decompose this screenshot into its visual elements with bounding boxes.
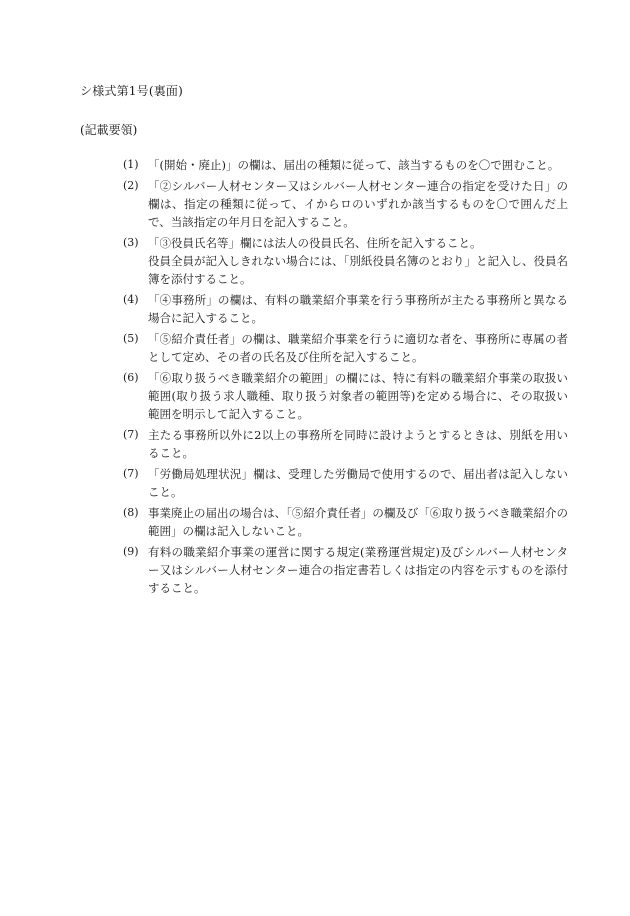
section-title: (記載要領) (80, 123, 138, 137)
list-item (123, 177, 568, 231)
item-number: (4) (123, 293, 139, 306)
item-number: (7) (123, 467, 139, 480)
item-number: (9) (123, 545, 139, 558)
item-text: 「労働局処理状況」欄は、受理した労働局で使用するので、届出者は記入しないこと。 (148, 467, 568, 499)
item-subtext: 役員全員が記入しきれない場合には、「別紙役員名簿のとおり」と記入し、役員名簿を添付すること。 (148, 254, 568, 286)
list-item (123, 465, 568, 501)
item-number: (6) (123, 371, 139, 384)
item-number: (2) (123, 179, 139, 192)
item-text: 有料の職業紹介事業の運営に関する規定(業務運営規定)及びシルバー人材センター又はシルバー人材センター連合の指定書若しくは指定の内容を示すものを添付すること。 (148, 545, 568, 595)
list-item (123, 234, 568, 288)
instruction-list (123, 156, 568, 600)
item-text: 事業廃止の届出の場合は、「⑤紹介責任者」の欄及び「⑥取り扱うべき職業紹介の範囲」の欄は記入しないこと。 (148, 506, 568, 538)
list-item (123, 330, 568, 366)
list-item (123, 504, 568, 540)
item-number: (5) (123, 332, 139, 345)
list-item (123, 156, 568, 174)
list-item (123, 369, 568, 423)
list-item (123, 291, 568, 327)
item-text: 「⑤紹介責任者」の欄は、職業紹介事業を行うに適切な者を、事務所に専属の者として定め、その者の氏名及び住所を記入すること。 (148, 332, 568, 364)
list-item (123, 543, 568, 597)
item-text: 「④事務所」の欄は、有料の職業紹介事業を行う事務所が主たる事務所と異なる場合に記入すること。 (148, 293, 568, 325)
item-text: 「(開始・廃止)」の欄は、届出の種類に従って、該当するものを〇で囲むこと。 (148, 158, 560, 172)
item-number: (7) (123, 428, 139, 441)
item-text: 「②シルバー人材センター又はシルバー人材センター連合の指定を受けた日」の欄は、指定の種類に従って、イからロのいずれか該当するものを〇で囲んだ上で、当該指定の年月日を記入すること。 (148, 179, 568, 229)
item-number: (1) (123, 158, 139, 171)
list-item (123, 426, 568, 462)
item-number: (8) (123, 506, 139, 519)
form-label: シ様式第1号(裏面) (80, 84, 183, 98)
item-number: (3) (123, 236, 139, 249)
item-text: 「③役員氏名等」欄には法人の役員氏名、住所を記入すること。 (148, 236, 482, 250)
item-text: 主たる事務所以外に2以上の事務所を同時に設けようとするときは、別紙を用いること。 (148, 428, 568, 460)
item-text: 「⑥取り扱うべき職業紹介の範囲」の欄には、特に有料の職業紹介事業の取扱い範囲(取り扱う求人職種、取り扱う対象者の範囲等)を定める場合に、その取扱い範囲を明示して記入すること。 (148, 371, 568, 421)
